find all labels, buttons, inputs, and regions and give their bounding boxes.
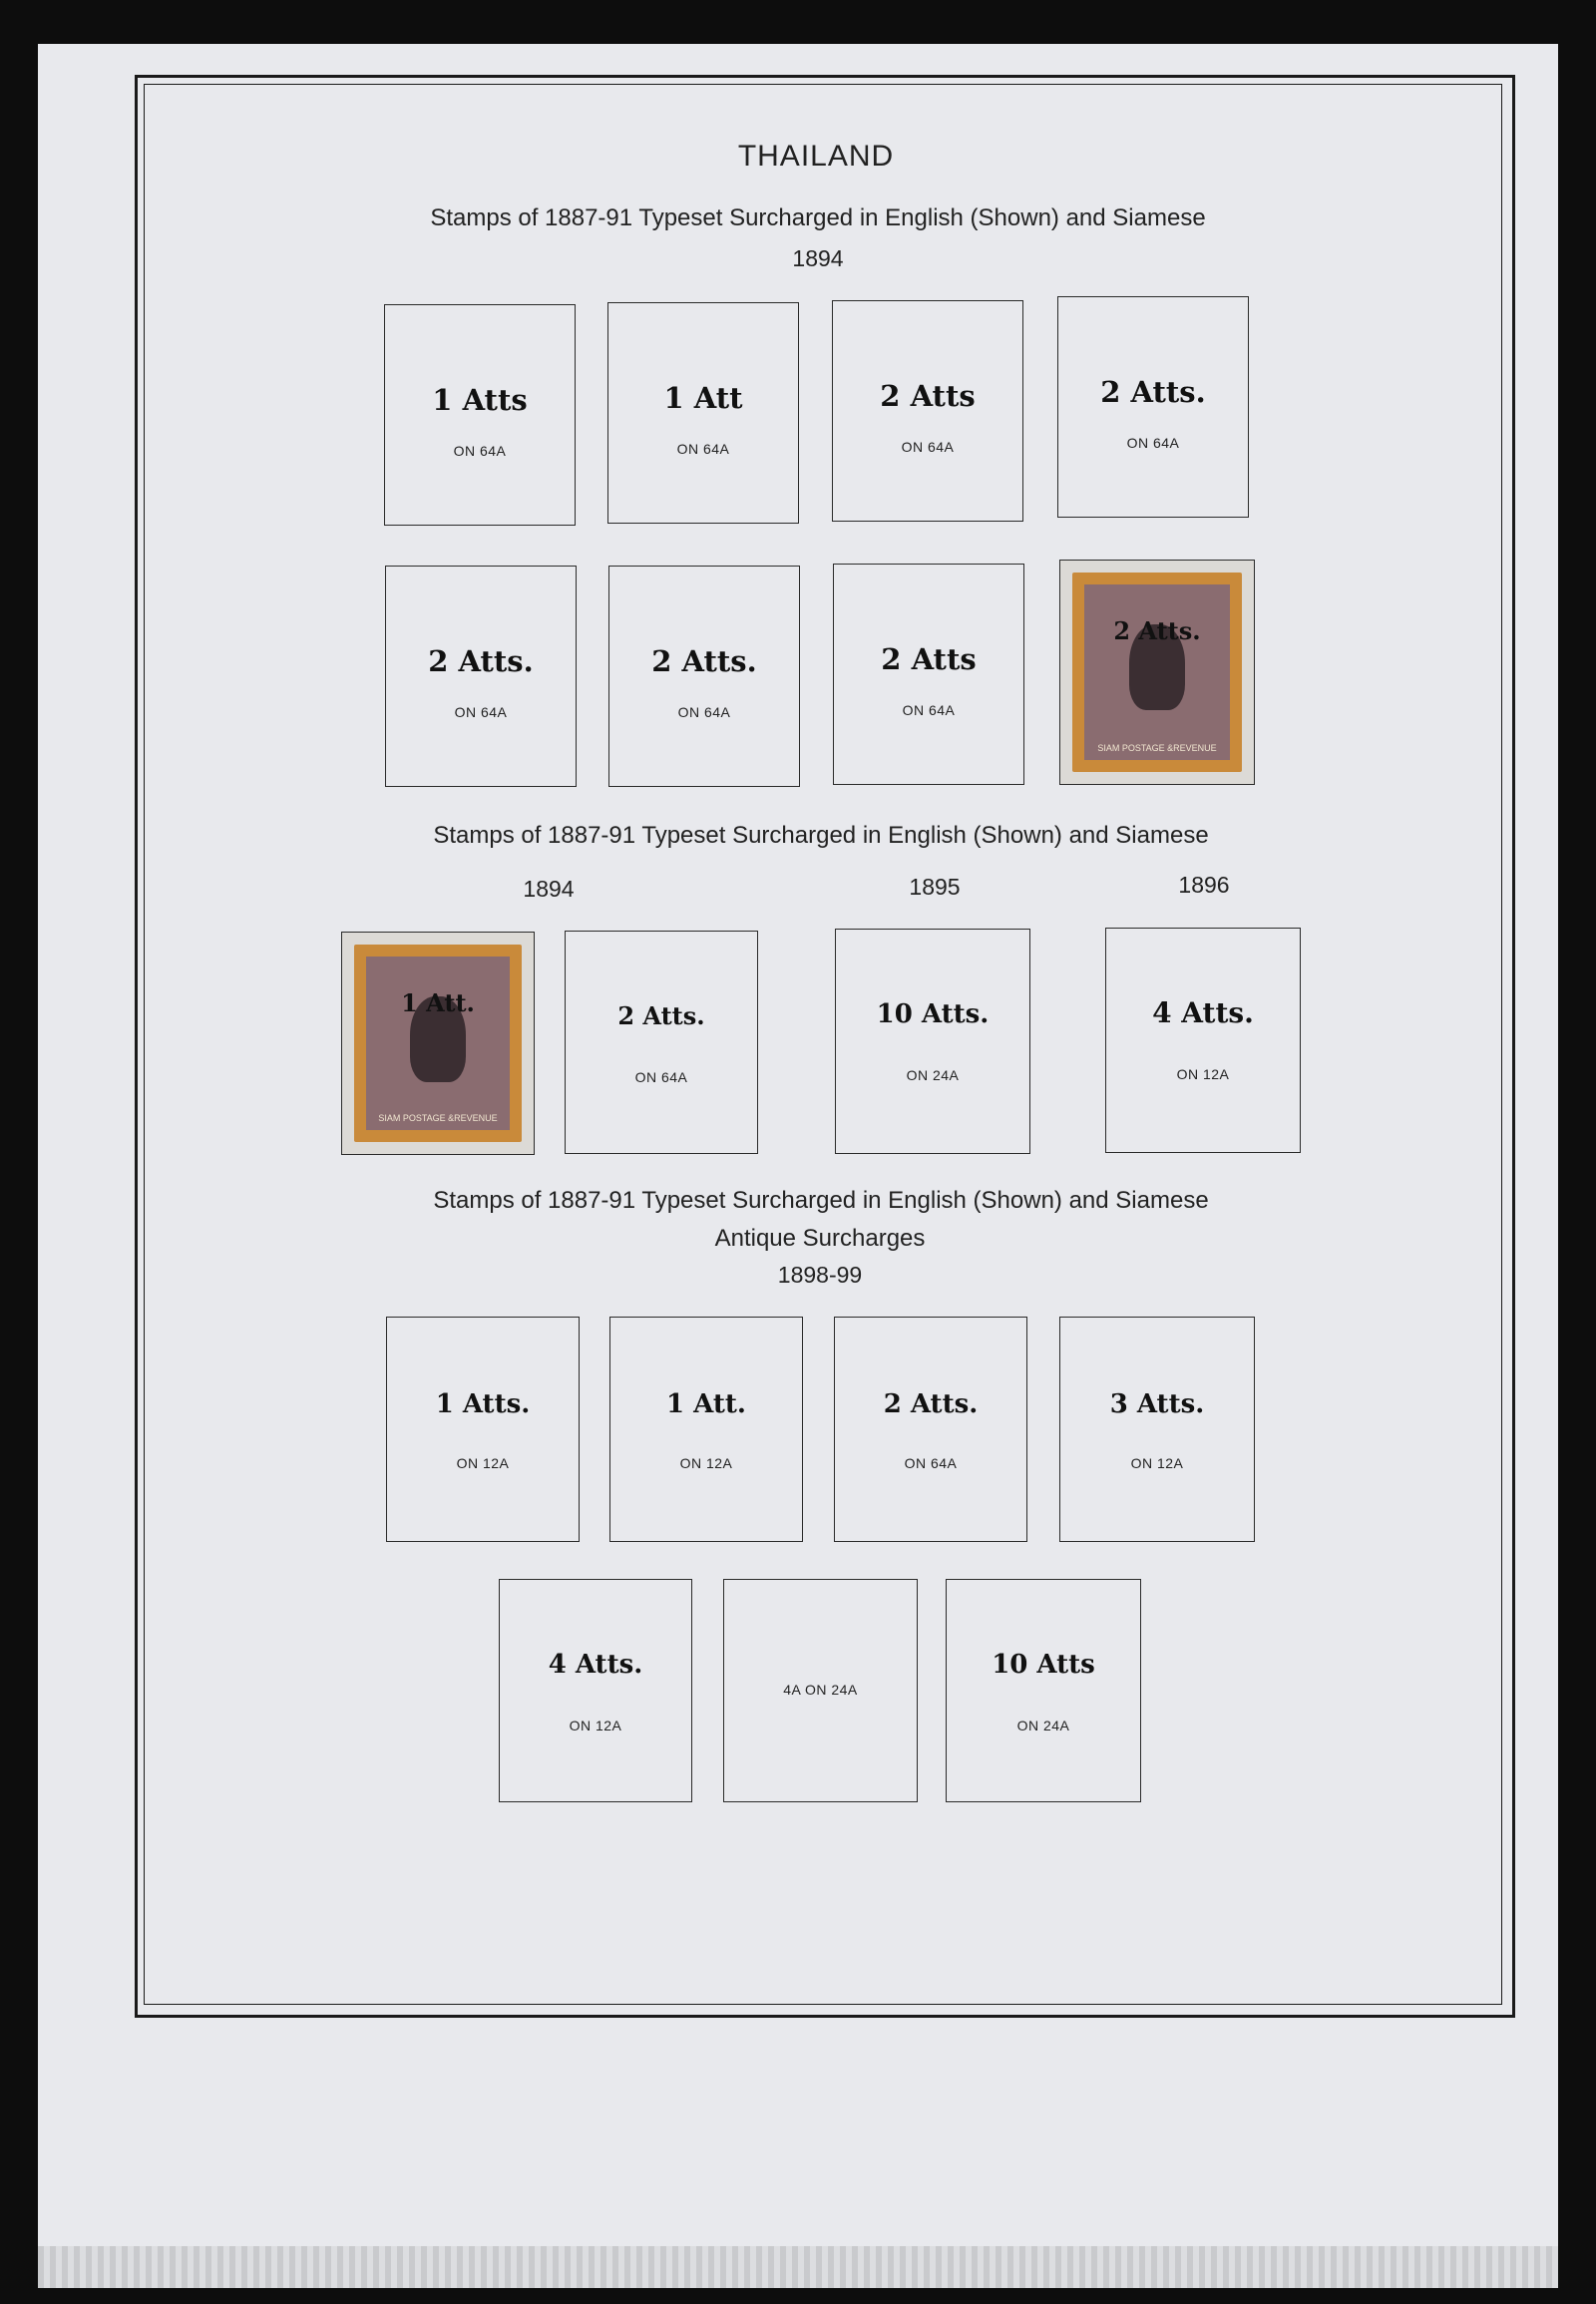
section-2-year-1896: 1896	[1178, 872, 1230, 898]
stamp-space	[385, 566, 577, 787]
stamp-caption: 4A ON 24A	[783, 1682, 858, 1698]
stamp-caption: ON 64A	[904, 1455, 958, 1471]
stamp-space	[609, 1317, 803, 1542]
section-1-year: 1894	[792, 245, 844, 271]
mounted-stamp	[341, 932, 535, 1155]
stamp-space	[499, 1579, 692, 1802]
stamp-caption: ON 12A	[679, 1455, 733, 1471]
section-2-year-1894: 1894	[523, 876, 575, 902]
surcharge-text: 1 Att	[663, 381, 743, 415]
section-3-subheading: Antique Surcharges	[714, 1225, 926, 1252]
mounted-stamp	[1059, 560, 1255, 785]
stamp-space	[384, 304, 576, 526]
stamp-space	[833, 564, 1024, 785]
surcharge-text: 2 Atts.	[883, 1389, 979, 1419]
stamp-space	[832, 300, 1023, 522]
surcharge-text: 1 Atts.	[435, 1389, 531, 1419]
section-3-heading: Stamps of 1887-91 Typeset Surcharged in English (Shown) and Siamese	[433, 1187, 1209, 1214]
section-1-heading: Stamps of 1887-91 Typeset Surcharged in English (Shown) and Siamese	[430, 204, 1206, 231]
stamp-space	[946, 1579, 1141, 1802]
section-3-year: 1898-99	[777, 1262, 863, 1288]
stamp-overprint: 1 Att.	[401, 988, 475, 1017]
stamp-space	[1105, 928, 1301, 1153]
surcharge-text: 4 Atts.	[1152, 996, 1254, 1029]
stamp-space	[1059, 1317, 1255, 1542]
stamp-space	[386, 1317, 580, 1542]
stamp-label: SIAM POSTAGE &REVENUE	[1097, 743, 1217, 753]
stamp-space	[834, 1317, 1027, 1542]
surcharge-text: 4 Atts.	[548, 1650, 643, 1680]
stamp-caption: ON 64A	[676, 441, 730, 457]
surcharge-text: 10 Atts	[992, 1650, 1095, 1680]
stamp-caption: ON 12A	[569, 1718, 622, 1733]
page-title: THAILAND	[737, 140, 895, 173]
section-2-heading: Stamps of 1887-91 Typeset Surcharged in English (Shown) and Siamese	[433, 822, 1209, 849]
stamp-space	[835, 929, 1030, 1154]
surcharge-text: 1 Atts	[432, 383, 528, 417]
stamp-caption: ON 12A	[456, 1455, 510, 1471]
surcharge-text: 2 Atts	[881, 642, 977, 676]
stamp-caption: ON 64A	[902, 702, 956, 718]
surcharge-text: 2 Atts	[880, 379, 976, 413]
stamp-caption: ON 64A	[1126, 435, 1180, 451]
section-2-year-1895: 1895	[909, 874, 961, 900]
surcharge-text: 2 Atts.	[428, 644, 534, 678]
stamp-space	[608, 566, 800, 787]
stamp-image	[1072, 573, 1242, 772]
surcharge-text: 1 Att.	[666, 1389, 746, 1419]
surcharge-text: 2 Atts.	[1100, 375, 1206, 409]
stamp-label: SIAM POSTAGE &REVENUE	[378, 1113, 498, 1123]
stamp-caption: ON 64A	[677, 704, 731, 720]
stamp-space	[723, 1579, 918, 1802]
surcharge-text: 10 Atts.	[876, 999, 990, 1029]
stamp-caption: ON 64A	[453, 443, 507, 459]
stamp-caption: ON 12A	[1130, 1455, 1184, 1471]
stamp-caption: ON 24A	[906, 1067, 960, 1083]
stamp-caption: ON 64A	[634, 1069, 688, 1085]
stamp-caption: ON 64A	[454, 704, 508, 720]
stamp-image	[354, 945, 522, 1142]
stamp-caption: ON 24A	[1016, 1718, 1070, 1733]
stamp-caption: ON 64A	[901, 439, 955, 455]
surcharge-text: 3 Atts.	[1109, 1389, 1205, 1419]
stamp-space	[565, 931, 758, 1154]
page-edge-strip	[38, 2246, 1558, 2288]
stamp-overprint: 2 Atts.	[1113, 616, 1201, 645]
stamp-space	[607, 302, 799, 524]
stamp-space	[1057, 296, 1249, 518]
surcharge-text: 2 Atts.	[617, 1001, 705, 1030]
surcharge-text: 2 Atts.	[651, 644, 757, 678]
stamp-caption: ON 12A	[1176, 1066, 1230, 1082]
